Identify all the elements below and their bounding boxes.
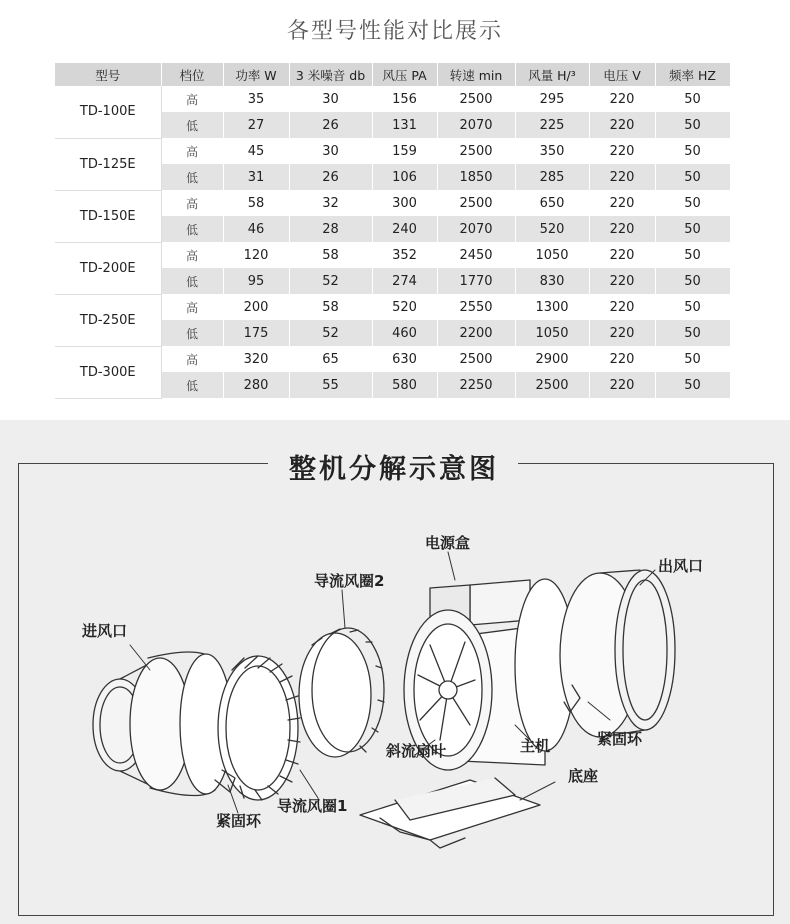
- table-row: [55, 346, 730, 372]
- gear-cell: 高: [161, 346, 223, 372]
- label-inlet: 进风口: [82, 622, 128, 640]
- exploded-view-section: [0, 420, 790, 924]
- gear-cell: 低: [161, 112, 223, 138]
- table-header-row: [55, 63, 730, 86]
- model-cell: TD-125E: [55, 138, 161, 190]
- value-cell: 28: [289, 216, 372, 242]
- label-guide-ring-2: 导流风圈2: [314, 572, 385, 590]
- model-cell: TD-250E: [55, 294, 161, 346]
- value-cell: 520: [372, 294, 437, 320]
- table-row: [55, 242, 730, 268]
- value-cell: 50: [655, 268, 730, 294]
- value-cell: 50: [655, 86, 730, 112]
- value-cell: 120: [223, 242, 289, 268]
- value-cell: 300: [372, 190, 437, 216]
- value-cell: 2250: [437, 372, 515, 398]
- value-cell: 220: [589, 294, 655, 320]
- value-cell: 1850: [437, 164, 515, 190]
- gear-cell: 低: [161, 268, 223, 294]
- value-cell: 1050: [515, 242, 589, 268]
- value-cell: 225: [515, 112, 589, 138]
- label-outlet: 出风口: [658, 557, 704, 575]
- inlet-duct-drawing: [93, 652, 232, 796]
- value-cell: 2900: [515, 346, 589, 372]
- gear-cell: 低: [161, 216, 223, 242]
- value-cell: 2500: [437, 86, 515, 112]
- value-cell: 95: [223, 268, 289, 294]
- value-cell: 830: [515, 268, 589, 294]
- table-row: [55, 190, 730, 216]
- value-cell: 220: [589, 346, 655, 372]
- page-title: 各型号性能对比展示: [286, 19, 503, 44]
- value-cell: 220: [589, 320, 655, 346]
- value-cell: 58: [223, 190, 289, 216]
- value-cell: 220: [589, 216, 655, 242]
- value-cell: 220: [589, 372, 655, 398]
- value-cell: 50: [655, 294, 730, 320]
- value-cell: 274: [372, 268, 437, 294]
- spec-section: [0, 0, 790, 420]
- header-cell: 功率 W: [223, 63, 289, 86]
- header-cell: 型号: [55, 63, 161, 86]
- value-cell: 50: [655, 112, 730, 138]
- value-cell: 50: [655, 216, 730, 242]
- gear-cell: 高: [161, 86, 223, 112]
- value-cell: 2500: [437, 190, 515, 216]
- value-cell: 26: [289, 164, 372, 190]
- value-cell: 285: [515, 164, 589, 190]
- value-cell: 50: [655, 138, 730, 164]
- model-cell: TD-200E: [55, 242, 161, 294]
- value-cell: 50: [655, 320, 730, 346]
- value-cell: 650: [515, 190, 589, 216]
- label-guide-ring-1: 导流风圈1: [277, 797, 348, 815]
- value-cell: 295: [515, 86, 589, 112]
- header-cell: 风压 PA: [372, 63, 437, 86]
- gear-cell: 低: [161, 372, 223, 398]
- value-cell: 220: [589, 112, 655, 138]
- value-cell: 220: [589, 190, 655, 216]
- value-cell: 580: [372, 372, 437, 398]
- value-cell: 30: [289, 86, 372, 112]
- value-cell: 200: [223, 294, 289, 320]
- gear-cell: 高: [161, 190, 223, 216]
- value-cell: 50: [655, 372, 730, 398]
- gear-cell: 低: [161, 320, 223, 346]
- gear-cell: 高: [161, 138, 223, 164]
- table-row: [55, 138, 730, 164]
- value-cell: 31: [223, 164, 289, 190]
- value-cell: 2500: [437, 346, 515, 372]
- label-power-box: 电源盒: [425, 534, 471, 552]
- value-cell: 2500: [515, 372, 589, 398]
- label-clamp-ring-right: 紧固环: [597, 730, 643, 748]
- value-cell: 45: [223, 138, 289, 164]
- model-cell: TD-300E: [55, 346, 161, 398]
- gear-cell: 高: [161, 294, 223, 320]
- table-row: [55, 86, 730, 112]
- model-cell: TD-100E: [55, 86, 161, 138]
- value-cell: 220: [589, 268, 655, 294]
- value-cell: 175: [223, 320, 289, 346]
- exploded-diagram: [0, 420, 790, 924]
- value-cell: 220: [589, 242, 655, 268]
- value-cell: 630: [372, 346, 437, 372]
- value-cell: 156: [372, 86, 437, 112]
- label-main-unit: 主机: [520, 737, 551, 755]
- value-cell: 220: [589, 138, 655, 164]
- value-cell: 50: [655, 190, 730, 216]
- value-cell: 1050: [515, 320, 589, 346]
- gear-cell: 低: [161, 164, 223, 190]
- value-cell: 50: [655, 164, 730, 190]
- value-cell: 26: [289, 112, 372, 138]
- value-cell: 2450: [437, 242, 515, 268]
- label-mixed-flow-blade: 斜流扇叶: [386, 742, 447, 760]
- value-cell: 50: [655, 346, 730, 372]
- value-cell: 2200: [437, 320, 515, 346]
- value-cell: 520: [515, 216, 589, 242]
- value-cell: 220: [589, 86, 655, 112]
- base-drawing: [360, 778, 540, 848]
- value-cell: 46: [223, 216, 289, 242]
- diagram-title: 整机分解示意图: [289, 454, 499, 485]
- header-cell: 档位: [161, 63, 223, 86]
- label-base: 底座: [568, 767, 599, 785]
- gear-cell: 高: [161, 242, 223, 268]
- value-cell: 30: [289, 138, 372, 164]
- value-cell: 55: [289, 372, 372, 398]
- label-clamp-ring-left: 紧固环: [216, 812, 262, 830]
- table-row: [55, 294, 730, 320]
- header-cell: 频率 HZ: [655, 63, 730, 86]
- header-cell: 3 米噪音 db: [289, 63, 372, 86]
- value-cell: 65: [289, 346, 372, 372]
- value-cell: 106: [372, 164, 437, 190]
- value-cell: 2070: [437, 216, 515, 242]
- value-cell: 50: [655, 242, 730, 268]
- value-cell: 2070: [437, 112, 515, 138]
- value-cell: 52: [289, 320, 372, 346]
- value-cell: 32: [289, 190, 372, 216]
- value-cell: 58: [289, 294, 372, 320]
- value-cell: 240: [372, 216, 437, 242]
- value-cell: 35: [223, 86, 289, 112]
- header-cell: 电压 V: [589, 63, 655, 86]
- guide-ring-2-drawing: [299, 628, 384, 757]
- value-cell: 352: [372, 242, 437, 268]
- value-cell: 220: [589, 164, 655, 190]
- value-cell: 1300: [515, 294, 589, 320]
- value-cell: 58: [289, 242, 372, 268]
- spec-table: [55, 63, 731, 399]
- header-cell: 转速 min: [437, 63, 515, 86]
- model-cell: TD-150E: [55, 190, 161, 242]
- value-cell: 27: [223, 112, 289, 138]
- value-cell: 159: [372, 138, 437, 164]
- value-cell: 280: [223, 372, 289, 398]
- guide-ring-1-drawing: [215, 656, 300, 800]
- value-cell: 131: [372, 112, 437, 138]
- value-cell: 2550: [437, 294, 515, 320]
- value-cell: 1770: [437, 268, 515, 294]
- value-cell: 2500: [437, 138, 515, 164]
- value-cell: 350: [515, 138, 589, 164]
- header-cell: 风量 H/³: [515, 63, 589, 86]
- value-cell: 52: [289, 268, 372, 294]
- value-cell: 320: [223, 346, 289, 372]
- value-cell: 460: [372, 320, 437, 346]
- outlet-duct-drawing: [515, 570, 675, 751]
